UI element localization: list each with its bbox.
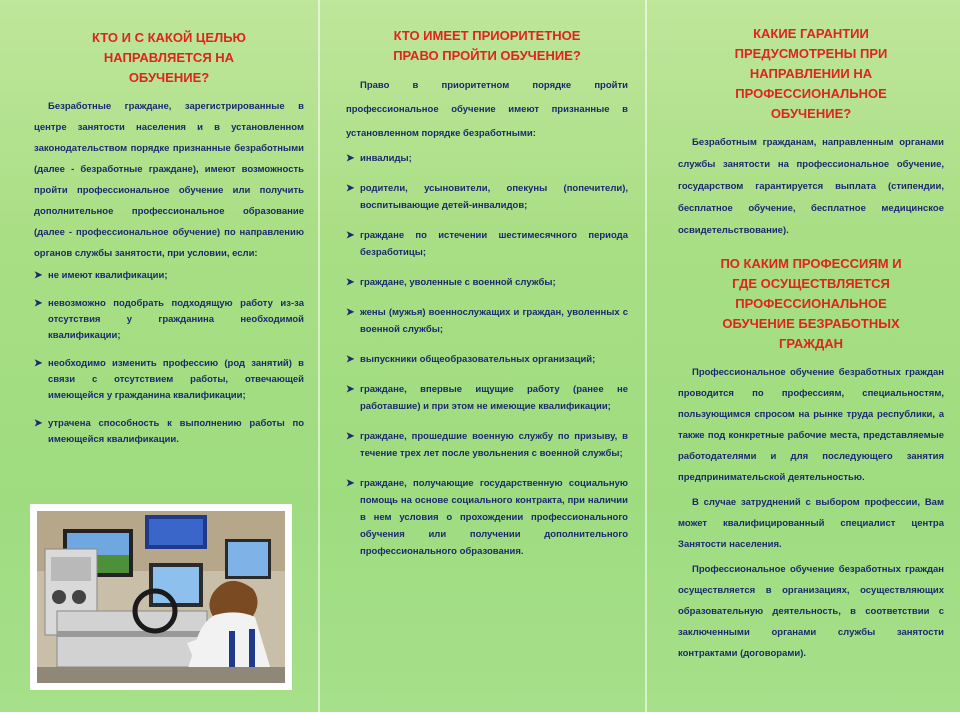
panel-intro: Право в приоритетном порядке пройти профессиональное обучение имеют признанные в установленном порядке безработными: [346,80,628,139]
arrow-right-icon: ➤ [34,358,43,369]
panel-intro: Безработные граждане, зарегистрированные в центре занятости населения и в установленном законодательством порядке признанные безработными (далее - безработные граждане), имеют возможность пройти профессиональное обучение или получить дополнительное профессиональное образование (далее - профессиональное обучение) по направлению органов службы занятости, при условии, если: [34,101,304,259]
arrow-right-icon: ➤ [34,270,43,281]
panel-title: КТО И С КАКОЙ ЦЕЛЬЮ НАПРАВЛЯЕТСЯ НА ОБУЧЕНИЕ? [92,30,246,85]
panel-title: КАКИЕ ГАРАНТИИ ПРЕДУСМОТРЕНЫ ПРИ НАПРАВЛЕНИИ НА ПРОФЕССИОНАЛЬНОЕ ОБУЧЕНИЕ? [734,26,888,121]
priority-list [346,150,628,560]
list-item: ➤ инвалиды; [346,150,628,167]
arrow-right-icon: ➤ [346,431,355,442]
list-item: ➤ жены (мужья) военнослужащих и граждан, уволенных с военной службы; [346,304,628,338]
list-item: ➤ граждане, получающие государственную социальную помощь на основе социального контракта, при наличии в нем условия о прохождении профессионального обучения или получении дополнительного профессионального образования. [346,475,628,560]
list-item: ➤ граждане по истечении шестимесячного периода безработицы; [346,227,628,261]
arrow-right-icon: ➤ [346,354,355,365]
professions-text: Профессиональное обучение безработных граждан проводится по профессиям, специальностям, пользующимся спросом на рынке труда республики, а также под конкретные рабочие места, представляемые работодателями и для последующего занятия предпринимательской деятельностью. [678,367,944,483]
list-item: ➤ невозможно подобрать подходящую работу из-за отсутствия у гражданина необходимой квалификации; [34,298,304,341]
list-item: ➤ необходимо изменить профессию (род занятий) в связи с отсутствием работы, отвечающей имеющейся у гражданина квалификации; [34,358,304,401]
list-item: ➤ не имеют квалификации; [34,268,304,284]
arrow-right-icon: ➤ [346,183,355,194]
list-item: ➤ родители, усыновители, опекуны (попечители), воспитывающие детей-инвалидов; [346,180,628,214]
panel-priority [322,0,642,712]
list-item: ➤ выпускники общеобразовательных организаций; [346,351,628,368]
list-item: ➤ граждане, уволенные с военной службы; [346,274,628,291]
panel-title: КТО ИМЕЕТ ПРИОРИТЕТНОЕ ПРАВО ПРОЙТИ ОБУЧЕНИЕ? [393,28,581,63]
arrow-right-icon: ➤ [34,298,43,309]
list-item: ➤ граждане, прошедшие военную службу по призыву, в течение трех лет после увольнения с военной службы; [346,428,628,462]
arrow-right-icon: ➤ [346,307,355,318]
guarantees-text: Безработным гражданам, направленным органами службы занятости на профессиональное обучение, государством гарантируется выплата (стипендии, бесплатное обучение, бесплатное медицинское освидетельствование). [678,137,944,236]
list-item: ➤ утрачена способность к выполнению работы по имеющейся квалификации. [34,418,304,445]
fold-line [318,0,320,712]
arrow-right-icon: ➤ [346,277,355,288]
arrow-right-icon: ➤ [346,478,355,489]
arrow-right-icon: ➤ [34,418,43,429]
conditions-list [34,268,304,448]
panel-guarantees [648,0,960,712]
arrow-right-icon: ➤ [346,384,355,395]
fold-line [645,0,647,712]
consultation-text: В случае затруднений с выбором профессии, Вам может квалифицированный специалист центра Занятости населения. [678,497,944,550]
section-title: ПО КАКИМ ПРОФЕССИЯМ И ГДЕ ОСУЩЕСТВЛЯЕТСЯ ПРОФЕССИОНАЛЬНОЕ ОБУЧЕНИЕ БЕЗРАБОТНЫХ ГРАЖДАН [720,256,902,351]
list-item: ➤ граждане, впервые ищущие работу (ранее не работавшие) и при этом не имеющие квалификации; [346,381,628,415]
driving-simulator-photo [30,504,292,690]
organizations-text: Профессиональное обучение безработных граждан осуществляется в организациях, осуществляющих образовательную деятельность, в соответствии с заключенными органами службы занятости контрактами (договорами). [678,564,944,659]
arrow-right-icon: ➤ [346,230,355,241]
arrow-right-icon: ➤ [346,153,355,164]
